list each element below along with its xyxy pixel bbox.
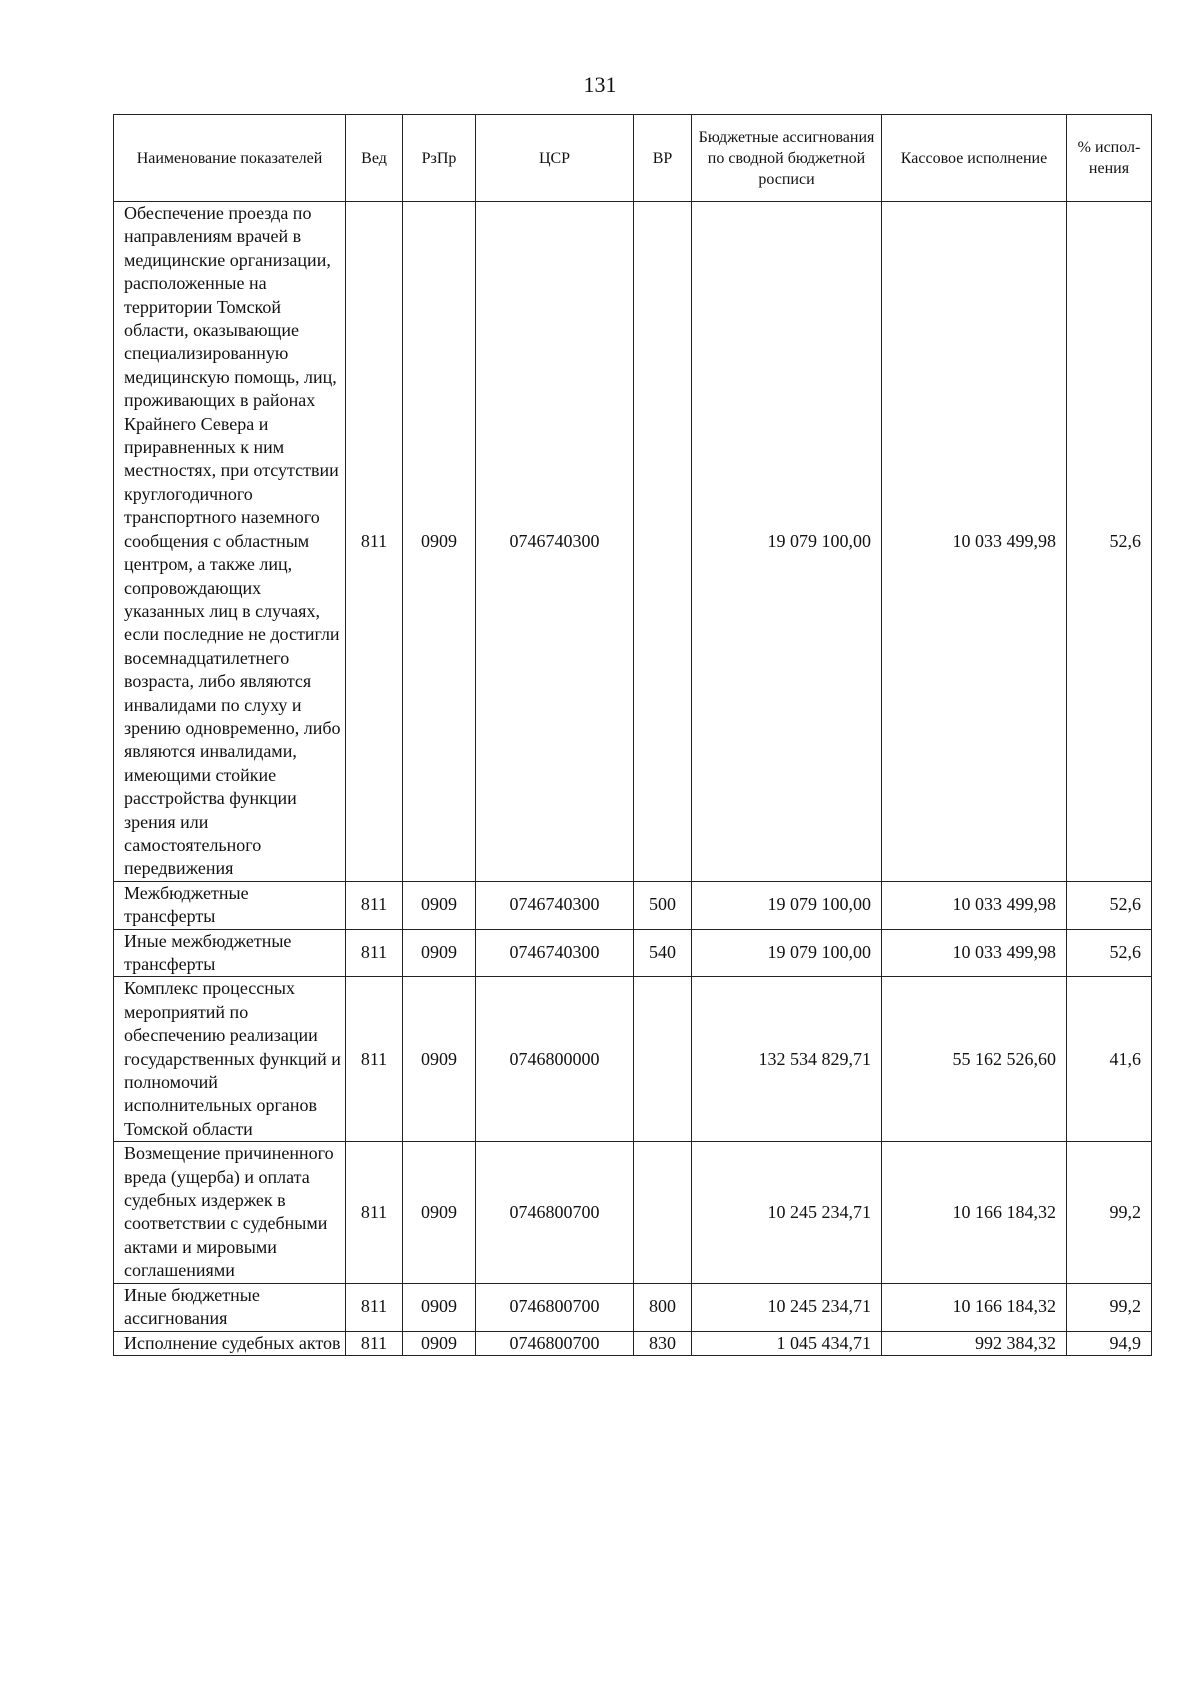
cell-executed: 10 033 499,98 [882,881,1067,929]
cell-executed: 10 166 184,32 [882,1142,1067,1283]
cell-rzpr: 0909 [403,1331,476,1355]
cell-csr: 0746740300 [476,202,634,882]
cell-rzpr: 0909 [403,977,476,1142]
cell-executed: 55 162 526,60 [882,977,1067,1142]
cell-name: Иные межбюджетные трансферты [114,929,346,977]
table-row [114,977,1152,1142]
cell-ved: 811 [346,977,403,1142]
cell-rzpr: 0909 [403,1142,476,1283]
cell-percent: 94,9 [1067,1331,1152,1355]
table-row [114,202,1152,882]
cell-assigned: 10 245 234,71 [692,1283,882,1331]
budget-execution-table [113,114,1152,1356]
cell-assigned: 1 045 434,71 [692,1331,882,1355]
cell-vr: 500 [634,881,692,929]
header-vr: ВР [634,115,692,202]
cell-name: Комплекс процессных мероприятий по обеспечению реализации государственных функций и полномочий исполнительных органов Томской области [114,977,346,1142]
cell-ved: 811 [346,1283,403,1331]
cell-csr: 0746800700 [476,1331,634,1355]
cell-vr: 540 [634,929,692,977]
table-row [114,1283,1152,1331]
table-row [114,929,1152,977]
cell-percent: 52,6 [1067,929,1152,977]
cell-percent: 52,6 [1067,881,1152,929]
cell-ved: 811 [346,881,403,929]
cell-csr: 0746740300 [476,881,634,929]
cell-assigned: 10 245 234,71 [692,1142,882,1283]
cell-percent: 99,2 [1067,1283,1152,1331]
cell-vr: 800 [634,1283,692,1331]
cell-percent: 41,6 [1067,977,1152,1142]
cell-executed: 10 033 499,98 [882,929,1067,977]
header-ved: Вед [346,115,403,202]
table-row [114,1142,1152,1283]
cell-csr: 0746800700 [476,1142,634,1283]
cell-vr [634,202,692,882]
cell-percent: 99,2 [1067,1142,1152,1283]
cell-rzpr: 0909 [403,881,476,929]
table-row [114,1331,1152,1355]
cell-csr: 0746800700 [476,1283,634,1331]
cell-rzpr: 0909 [403,1283,476,1331]
cell-vr: 830 [634,1331,692,1355]
header-rzpr: РзПр [403,115,476,202]
header-percent: % испол-нения [1067,115,1152,202]
cell-ved: 811 [346,202,403,882]
cell-rzpr: 0909 [403,202,476,882]
cell-name: Обеспечение проезда по направлениям врачей в медицинские организации, расположенные на территории Томской области, оказывающие специализированную медицинскую помощь, лиц, проживающих в районах Крайнего Севера и приравненных к ним местностях, при отсутствии круглогодичного транспортного наземного сообщения с областным центром, а также лиц, сопровождающих указанных лиц в случаях, если последние не достигли восемнадцатилетнего возраста, либо являются инвалидами по слуху и зрению одновременно, либо являются инвалидами, имеющими стойкие расстройства функции зрения или самостоятельного передвижения [114,202,346,882]
cell-name: Исполнение судебных актов [114,1331,346,1355]
cell-assigned: 19 079 100,00 [692,881,882,929]
header-name: Наименование показателей [114,115,346,202]
cell-executed: 10 166 184,32 [882,1283,1067,1331]
cell-assigned: 132 534 829,71 [692,977,882,1142]
header-assigned: Бюджетные ассигнования по сводной бюджетной росписи [692,115,882,202]
page-number: 131 [583,72,617,97]
table-header-row [114,115,1152,202]
cell-name: Возмещение причиненного вреда (ущерба) и оплата судебных издержек в соответствии с судебными актами и мировыми соглашениями [114,1142,346,1283]
cell-executed: 992 384,32 [882,1331,1067,1355]
cell-vr [634,1142,692,1283]
cell-vr [634,977,692,1142]
header-executed: Кассовое исполнение [882,115,1067,202]
cell-ved: 811 [346,1142,403,1283]
cell-rzpr: 0909 [403,929,476,977]
cell-name: Межбюджетные трансферты [114,881,346,929]
cell-csr: 0746740300 [476,929,634,977]
table-row [114,881,1152,929]
cell-ved: 811 [346,1331,403,1355]
cell-name: Иные бюджетные ассигнования [114,1283,346,1331]
cell-csr: 0746800000 [476,977,634,1142]
cell-assigned: 19 079 100,00 [692,929,882,977]
cell-percent: 52,6 [1067,202,1152,882]
cell-ved: 811 [346,929,403,977]
cell-assigned: 19 079 100,00 [692,202,882,882]
cell-executed: 10 033 499,98 [882,202,1067,882]
header-csr: ЦСР [476,115,634,202]
